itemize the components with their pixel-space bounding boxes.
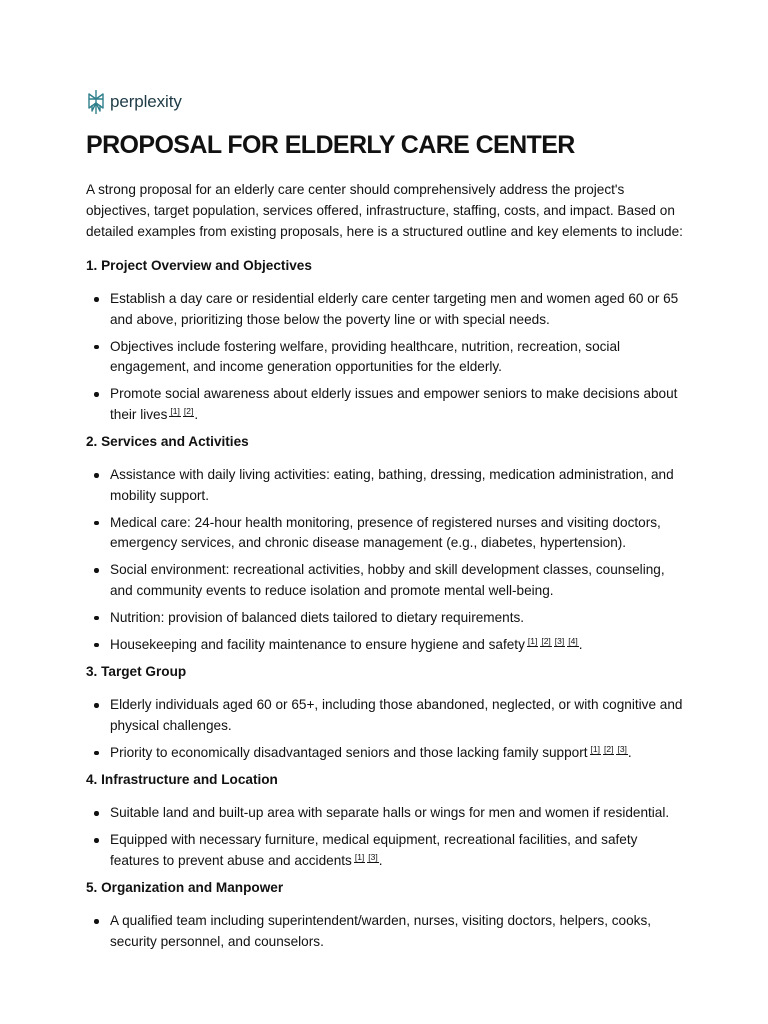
list-item-text: Nutrition: provision of balanced diets tailored to dietary requirements. <box>110 609 525 625</box>
section-list <box>86 695 686 763</box>
list-item-text: Priority to economically disadvantaged seniors and those lacking family support <box>110 744 588 760</box>
list-item-text: Equipped with necessary furniture, medical equipment, recreational facilities, and safety features to prevent abuse and accidents <box>110 832 638 868</box>
citation-link[interactable]: [1] <box>527 635 538 646</box>
list-item-text: Medical care: 24-hour health monitoring, presence of registered nurses and visiting doctors, emergency services, and chronic disease management (e.g., diabetes, hypertension). <box>110 514 661 550</box>
brand-logo[interactable] <box>86 89 182 115</box>
list-item-text: Establish a day care or residential elderly care center targeting men and women aged 60 or 65 and above, prioritizing those below the poverty line or with special needs. <box>110 291 679 327</box>
list-item-text: Social environment: recreational activities, hobby and skill development classes, counseling, and community events to reduce isolation and promote mental well-being. <box>110 562 665 598</box>
list-item <box>86 695 686 736</box>
list-item <box>86 635 686 656</box>
citation-link[interactable]: [2] <box>183 405 194 416</box>
citation-link[interactable]: [1] <box>590 743 600 754</box>
citation-link[interactable]: [3] <box>368 851 378 862</box>
citation-link[interactable]: [1] <box>170 405 180 416</box>
sentence-end: . <box>378 852 383 868</box>
section-list <box>86 911 686 952</box>
citation-link[interactable]: [1] <box>354 851 365 862</box>
perplexity-logo-icon <box>86 89 106 115</box>
citation-link[interactable]: [2] <box>541 635 551 646</box>
section-list <box>86 803 686 871</box>
document-content <box>86 129 686 960</box>
section-heading: 4. Infrastructure and Location <box>86 772 278 787</box>
list-item-text: Assistance with daily living activities: eating, bathing, dressing, medication administration, and mobility support. <box>110 467 674 503</box>
citation-link[interactable]: [3] <box>554 635 565 646</box>
list-item <box>86 911 686 952</box>
list-item <box>86 513 686 554</box>
list-item <box>86 608 686 629</box>
section-heading: 3. Target Group <box>86 664 187 679</box>
sentence-end: . <box>194 406 199 422</box>
section-list <box>86 289 686 425</box>
intro-paragraph: A strong proposal for an elderly care center should comprehensively address the project's objectives, target population, services offered, infrastructure, staffing, costs, and impact. Based on detailed examples from existing proposals, here is a structured outline and key elements to include: <box>86 182 683 239</box>
list-item-text: Promote social awareness about elderly issues and empower seniors to make decisions about their lives <box>110 386 678 422</box>
list-item <box>86 465 686 506</box>
list-item <box>86 560 686 601</box>
section-heading: 1. Project Overview and Objectives <box>86 258 312 273</box>
section-heading: 5. Organization and Manpower <box>86 880 284 895</box>
sections-container <box>86 257 686 952</box>
citation-link[interactable]: [4] <box>568 635 578 646</box>
list-item <box>86 830 686 871</box>
list-item <box>86 289 686 330</box>
list-item <box>86 384 686 425</box>
list-item <box>86 743 686 764</box>
sentence-end: . <box>627 744 632 760</box>
list-item-text: Objectives include fostering welfare, providing healthcare, nutrition, recreation, social engagement, and income generation opportunities for the elderly. <box>110 338 621 374</box>
list-item-text: Elderly individuals aged 60 or 65+, including those abandoned, neglected, or with cognitive and physical challenges. <box>110 697 683 733</box>
brand-name: perplexity <box>110 92 182 111</box>
list-item <box>86 803 686 824</box>
section-heading: 2. Services and Activities <box>86 434 249 449</box>
list-item-text: Suitable land and built-up area with separate halls or wings for men and women if residential. <box>110 805 670 820</box>
list-item-text: Housekeeping and facility maintenance to ensure hygiene and safety <box>110 636 525 652</box>
sentence-end: . <box>578 636 583 652</box>
section-list <box>86 465 686 655</box>
document-title: PROPOSAL FOR ELDERLY CARE CENTER <box>86 131 575 159</box>
citation-link[interactable]: [3] <box>617 743 627 754</box>
list-item-text: A qualified team including superintendent/warden, nurses, visiting doctors, helpers, cooks, security personnel, and counselors. <box>110 913 652 949</box>
citation-link[interactable]: [2] <box>604 743 614 754</box>
list-item <box>86 337 686 378</box>
